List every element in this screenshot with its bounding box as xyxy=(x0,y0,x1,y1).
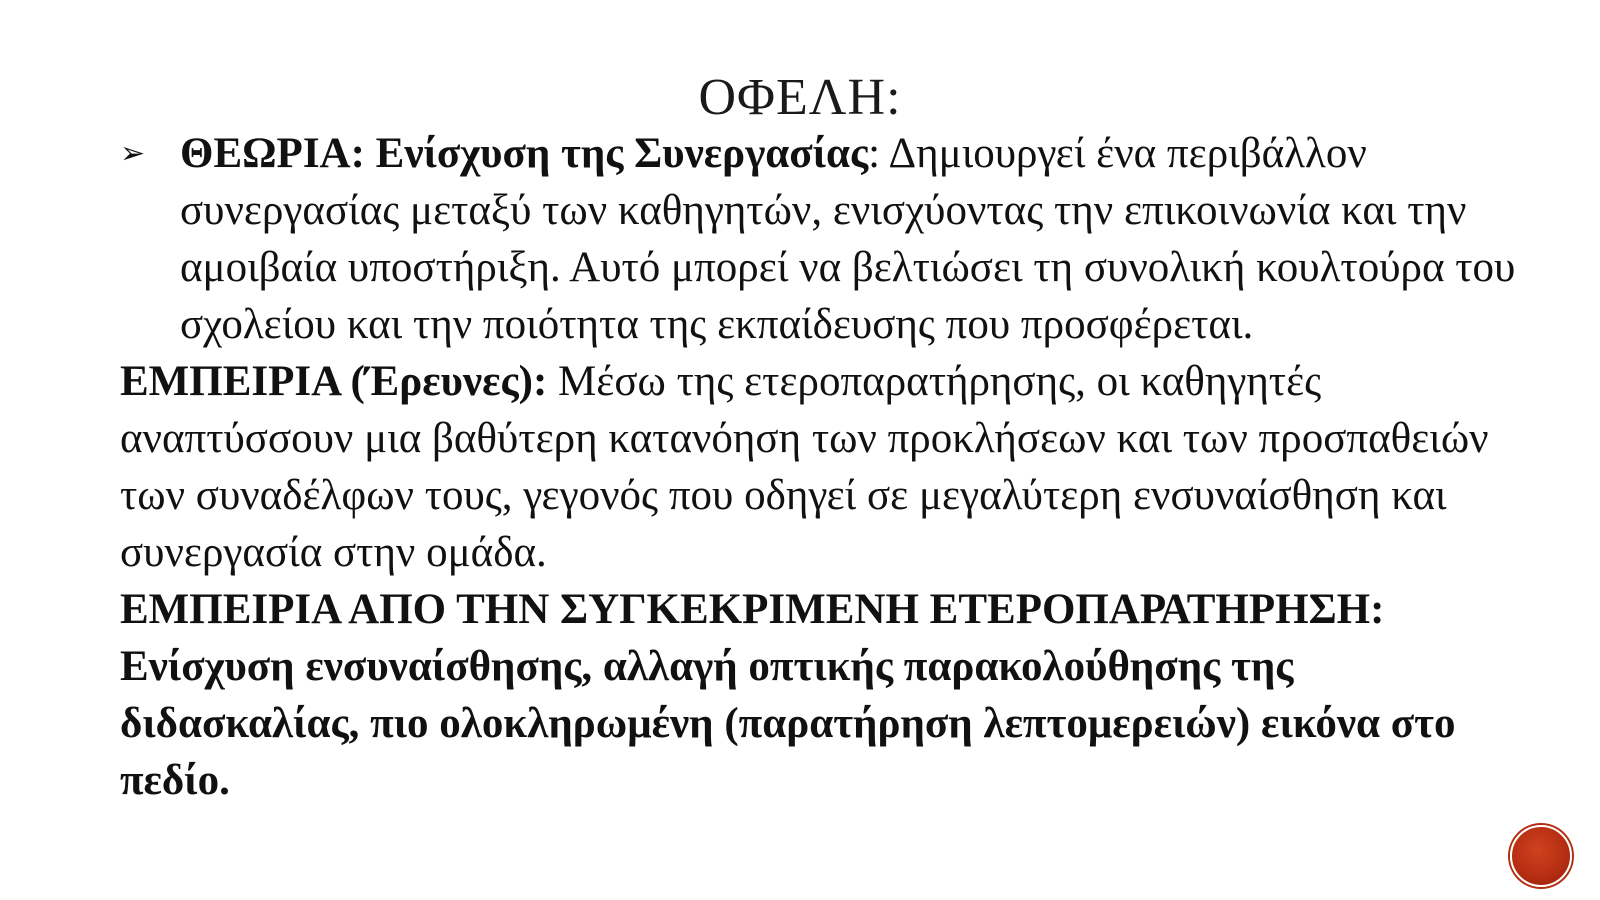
benefit-theory xyxy=(120,125,1520,353)
benefit-experience-research xyxy=(120,353,1520,581)
benefit-specific-experience: ΕΜΠΕΙΡΙΑ ΑΠΟ ΤΗΝ ΣΥΓΚΕΚΡΙΜΕΝΗ ΕΤΕΡΟΠΑΡΑΤΗΡΗΣΗ: Ενίσχυση ενσυναίσθησης, αλλαγή οπτικής παρακολούθησης της διδασκαλίας, πιο ολοκληρωμένη (παρατήρηση λεπτομερειών) εικόνα στο πεδίο. xyxy=(120,586,1456,804)
circle-nav-icon[interactable] xyxy=(1510,825,1572,887)
slide-content xyxy=(120,125,1520,809)
theory-text: : Δημιουργεί ένα περιβάλλον συνεργασίας μεταξύ των καθηγητών, ενισχύοντας την επικοινωνία και την αμοιβαία υποστήριξη. Αυτό μπορεί να βελτιώσει τη συνολική κουλτούρα του σχολείου και την ποιότητα της εκπαίδευσης που προσφέρεται. xyxy=(180,130,1516,348)
arrow-bullet-icon: ➢ xyxy=(120,136,146,171)
theory-heading: ΘΕΩΡΙΑ: Ενίσχυση της Συνεργασίας xyxy=(180,130,869,177)
experience-research-heading: ΕΜΠΕΙΡΙΑ (Έρευνες): xyxy=(120,358,548,405)
experience-research-text: Μέσω της ετεροπαρατήρησης, οι καθηγητές αναπτύσσουν μια βαθύτερη κατανόηση των προκλήσεων και των προσπαθειών των συναδέλφων τους, γεγονός που οδηγεί σε μεγαλύτερη ενσυναίσθηση και συνεργασία στην ομάδα. xyxy=(120,358,1489,576)
slide-title: ΟΦΕΛΗ: xyxy=(698,69,902,126)
